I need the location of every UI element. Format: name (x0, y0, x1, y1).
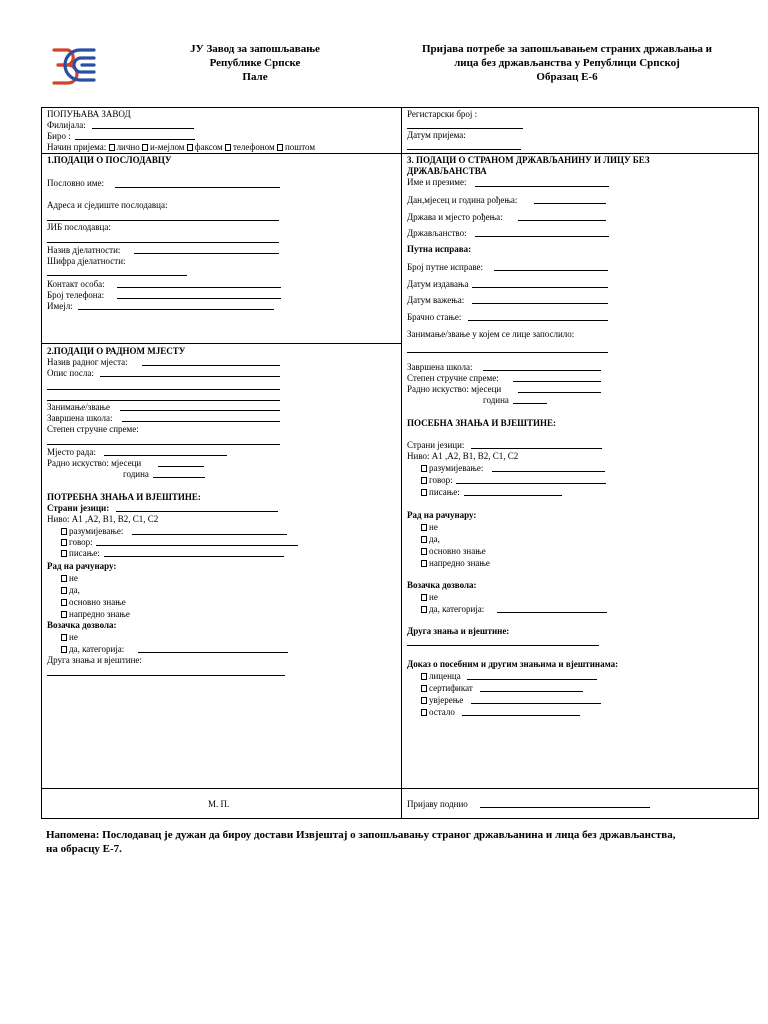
expiry-date-label: Датум важења: (407, 295, 465, 305)
checkbox-speaking[interactable] (61, 539, 67, 546)
birth-date-field[interactable] (534, 203, 606, 204)
foreign-writing-label: писање: (429, 487, 460, 497)
checkbox-foreign-driving-yes[interactable] (421, 606, 427, 613)
other-proof-label: остало (429, 707, 455, 717)
checkbox-email[interactable] (142, 144, 148, 151)
foreign-computer-yes-label: да, (429, 534, 440, 544)
foreign-computer-no-row (421, 522, 438, 533)
languages-label: Страни језици: (47, 503, 110, 513)
foreign-speaking-row (421, 475, 453, 486)
foreign-computer-yes-row (421, 534, 440, 545)
column-divider (401, 107, 402, 819)
checkbox-license[interactable] (421, 673, 427, 680)
proof-certificate-row (421, 683, 473, 694)
job-title-label: Назив радног мјеста: (47, 357, 128, 367)
qualification-field[interactable] (47, 444, 280, 445)
foreign-experience-months-field[interactable] (518, 392, 601, 393)
foreign-computer-basic-label: основно знање (429, 546, 486, 556)
activity-code-field[interactable] (47, 275, 187, 276)
computer-no-label: не (69, 573, 78, 583)
workplace-label: Мјесто рада: (47, 447, 96, 457)
foreign-qualification-label: Степен стручне спреме: (407, 373, 499, 383)
computer-advanced-label: напредно знање (69, 609, 130, 619)
driving-no-label: не (69, 632, 78, 642)
writing-row (61, 548, 100, 559)
submitted-by-field[interactable] (480, 807, 650, 808)
certificate-field[interactable] (480, 691, 583, 692)
computer-advanced-row (61, 609, 130, 620)
receipt-date-field[interactable] (407, 149, 521, 150)
section3-title: 3. ПОДАЦИ О СТРАНОМ ДРЖАВЉАНИНУ И ЛИЦУ БЕЗ (407, 155, 650, 165)
org-name: ЈУ Завод за запошљавање (190, 43, 320, 55)
passport-number-label: Број путне исправе: (407, 262, 484, 272)
foreign-computer-advanced-row (421, 558, 490, 569)
experience-months-label: Радно искуство: мјесеци (47, 458, 142, 468)
foreign-understanding-label: разумијевање: (429, 463, 484, 473)
branch-field[interactable] (92, 128, 194, 129)
checkbox-driving-yes[interactable] (61, 646, 67, 653)
checkbox-certificate[interactable] (421, 685, 427, 692)
foreign-qualification-field[interactable] (513, 381, 601, 382)
foreign-understanding-row (421, 463, 483, 474)
receipt-date-label: Датум пријема: (407, 130, 466, 140)
travel-document-title: Путна исправа: (407, 244, 472, 254)
language-levels: Ниво: А1 ,А2, В1, В2, С1, С2 (47, 514, 159, 524)
computer-yes-row (61, 585, 80, 596)
passport-number-field[interactable] (494, 270, 608, 271)
foreign-driving-yes-row (421, 604, 484, 615)
address-label: Адреса и сједиште послодавца: (47, 200, 168, 210)
computer-basic-row (61, 597, 126, 608)
opt-email-label: и-мејлом (149, 142, 185, 152)
employed-occupation-label: Занимање/звање у којем се лице запослило: (407, 329, 575, 339)
qualification-label: Степен стручне спреме: (47, 424, 139, 434)
jib-label: ЈИБ послодавца: (47, 222, 111, 232)
contact-label: Контакт особа: (47, 279, 105, 289)
footnote: Напомена: Послодавац је дужан да бироу достави Извјештај о запошљавању страног држављанина и лица без држављанства, на обрасцу Е-7. (46, 829, 676, 855)
checkbox-driving-no[interactable] (61, 634, 67, 641)
foreign-language-levels: Ниво: А1 ,А2, В1, В2, С1, С2 (407, 451, 519, 461)
special-skills-title: ПОСЕБНА ЗНАЊА И ВЈЕШТИНЕ: (407, 418, 556, 428)
speaking-row (61, 537, 93, 548)
foreign-other-skills-label: Друга знања и вјештине: (407, 626, 510, 636)
understanding-field[interactable] (132, 534, 287, 535)
agency-logo (48, 44, 100, 86)
contact-field[interactable] (117, 287, 281, 288)
attestation-label: увјерење (429, 695, 464, 705)
business-name-label: Пословно име: (47, 178, 105, 188)
bureau-field[interactable] (75, 139, 195, 140)
opt-phone-label: телефоном (233, 142, 275, 152)
computer-yes-label: да, (69, 585, 80, 595)
foreign-experience-years-field[interactable] (513, 403, 547, 404)
computer-no-row (61, 573, 78, 584)
row-divider-top-right (401, 153, 759, 154)
foreign-speaking-field[interactable] (456, 483, 606, 484)
proof-label: Доказ о посебним и другим знањима и вјештинама: (407, 659, 619, 669)
registration-number-label: Регистарски број : (407, 109, 478, 119)
section1-title: 1.ПОДАЦИ О ПОСЛОДАВЦУ (47, 155, 172, 165)
foreign-experience-years-label: година (483, 395, 509, 405)
understanding-row (61, 526, 123, 537)
branch-label: Филијала: (47, 120, 86, 130)
org-header (160, 42, 350, 84)
checkbox-foreign-computer-no[interactable] (421, 524, 427, 531)
opt-fax-label: факсом (194, 142, 223, 152)
attestation-field[interactable] (471, 703, 601, 704)
address-field[interactable] (47, 220, 279, 221)
activity-code-label: Шифра дјелатности: (47, 256, 126, 266)
checkbox-computer-no[interactable] (61, 575, 67, 582)
job-description-label: Опис посла: (47, 368, 94, 378)
row-divider-section2 (41, 343, 401, 344)
driving-category-label: да, категорија: (69, 644, 125, 654)
org-region: Републике Српске (209, 57, 301, 69)
receipt-method (47, 142, 315, 153)
checkbox-other-proof[interactable] (421, 709, 427, 716)
proof-license-row (421, 671, 461, 682)
email-label: Имејл: (47, 301, 73, 311)
form-table (41, 107, 759, 819)
jib-field[interactable] (47, 242, 279, 243)
license-field[interactable] (467, 679, 597, 680)
issue-date-field[interactable] (472, 287, 608, 288)
experience-years-field[interactable] (153, 477, 205, 478)
full-name-field[interactable] (475, 186, 609, 187)
issue-date-label: Датум издавања (407, 279, 469, 289)
foreign-writing-row (421, 487, 460, 498)
opt-in-person-label: лично (116, 142, 140, 152)
experience-years-label: година (123, 469, 149, 479)
row-divider-top-left (41, 153, 401, 154)
job-description-field-1[interactable] (100, 376, 280, 377)
checkbox-writing[interactable] (61, 550, 67, 557)
driving-yes-row (61, 644, 124, 655)
foreign-computer-label: Рад на рачунару: (407, 510, 477, 520)
foreign-computer-advanced-label: напредно знање (429, 558, 490, 568)
foreign-computer-no-label: не (429, 522, 438, 532)
driving-category-field[interactable] (138, 652, 288, 653)
checkbox-foreign-writing[interactable] (421, 489, 427, 496)
other-proof-field[interactable] (462, 715, 580, 716)
form-title-line1: Пријава потребе за запошљавањем страних држављања и (421, 43, 713, 55)
foreign-school-field[interactable] (483, 370, 601, 371)
opt-post-label: поштом (284, 142, 316, 152)
employed-occupation-field[interactable] (407, 352, 608, 353)
phone-label: Број телефона: (47, 290, 105, 300)
school-field[interactable] (122, 421, 280, 422)
school-label: Завршена школа: (47, 413, 113, 423)
bureau-label: Биро : (47, 131, 71, 141)
checkbox-computer-yes[interactable] (61, 587, 67, 594)
foreign-languages-label: Страни језици: (407, 440, 465, 450)
speaking-field[interactable] (96, 545, 298, 546)
checkbox-fax[interactable] (187, 144, 193, 151)
driving-license-label: Возачка дозвола: (47, 620, 117, 630)
marital-status-label: Брачно стање: (407, 312, 462, 322)
driving-no-row (61, 632, 78, 643)
speaking-label: говор: (69, 537, 93, 547)
stamp-placeholder: М. П. (208, 799, 230, 809)
registration-number-field[interactable] (407, 128, 523, 129)
foreign-driving-category-label: да, категорија: (429, 604, 485, 614)
foreign-languages-field[interactable] (471, 448, 602, 449)
computer-skills-label: Рад на рачунару: (47, 561, 117, 571)
job-description-field-3[interactable] (47, 400, 280, 401)
foreign-other-skills-field[interactable] (407, 645, 599, 646)
activity-name-label: Назив дјелатности: (47, 245, 121, 255)
job-title-field[interactable] (142, 365, 280, 366)
computer-basic-label: основно знање (69, 597, 126, 607)
marital-status-field[interactable] (468, 320, 608, 321)
form-title (392, 42, 742, 84)
foreign-driving-no-label: не (429, 592, 438, 602)
birth-date-label: Дан,мјесец и година рођења: (407, 195, 518, 205)
checkbox-foreign-driving-no[interactable] (421, 594, 427, 601)
foreign-computer-basic-row (421, 546, 486, 557)
checkbox-foreign-understanding[interactable] (421, 465, 427, 472)
checkbox-computer-basic[interactable] (61, 599, 67, 606)
email-field[interactable] (78, 309, 274, 310)
occupation-field[interactable] (120, 410, 280, 411)
checkbox-understanding[interactable] (61, 528, 67, 535)
submitted-by-label: Пријаву поднио (407, 799, 468, 809)
foreign-driving-no-row (421, 592, 438, 603)
writing-label: писање: (69, 548, 100, 558)
activity-name-field[interactable] (134, 253, 279, 254)
full-name-label: Име и презиме: (407, 177, 467, 187)
birth-place-field[interactable] (518, 220, 606, 221)
foreign-driving-category-field[interactable] (497, 612, 607, 613)
languages-field[interactable] (116, 511, 278, 512)
checkbox-attestation[interactable] (421, 697, 427, 704)
foreign-speaking-label: говор: (429, 475, 453, 485)
row-divider-footer (41, 788, 759, 789)
checkbox-phone[interactable] (225, 144, 231, 151)
section2-title: 2.ПОДАЦИ О РАДНОМ МЈЕСТУ (47, 346, 186, 356)
expiry-date-field[interactable] (472, 303, 608, 304)
foreign-experience-months-label: Радно искуство: мјесеци (407, 384, 502, 394)
foreign-understanding-field[interactable] (492, 471, 605, 472)
other-skills-field[interactable] (47, 675, 285, 676)
writing-field[interactable] (104, 556, 284, 557)
section3-title-cont: ДРЖАВЉАНСТВА (407, 166, 487, 176)
phone-field[interactable] (117, 298, 281, 299)
birth-place-label: Држава и мјесто рођења: (407, 212, 503, 222)
understanding-label: разумијевање: (69, 526, 124, 536)
proof-attestation-row (421, 695, 463, 706)
experience-months-field[interactable] (158, 466, 204, 467)
checkbox-in-person[interactable] (109, 144, 115, 151)
form-code: Образац Е-6 (536, 71, 598, 83)
office-use-title: ПОПУЊАВА ЗАВОД (47, 109, 131, 119)
checkbox-foreign-speaking[interactable] (421, 477, 427, 484)
checkbox-foreign-computer-yes[interactable] (421, 536, 427, 543)
checkbox-computer-advanced[interactable] (61, 611, 67, 618)
checkbox-foreign-computer-advanced[interactable] (421, 560, 427, 567)
checkbox-post[interactable] (277, 144, 283, 151)
occupation-label: Занимање/звање (47, 402, 110, 412)
certificate-label: сертификат (429, 683, 473, 693)
business-name-field[interactable] (115, 187, 280, 188)
foreign-writing-field[interactable] (464, 495, 562, 496)
form-title-line2: лица без држављанства у Републици Српској (454, 57, 680, 69)
foreign-school-label: Завршена школа: (407, 362, 473, 372)
receipt-method-label: Начин пријема: (47, 142, 107, 152)
org-city: Пале (242, 71, 268, 83)
other-skills-label: Друга знања и вјештине: (47, 655, 142, 665)
checkbox-foreign-computer-basic[interactable] (421, 548, 427, 555)
citizenship-field[interactable] (475, 236, 609, 237)
foreign-driving-label: Возачка дозвола: (407, 580, 477, 590)
workplace-field[interactable] (104, 455, 227, 456)
job-description-field-2[interactable] (47, 389, 280, 390)
proof-other-row (421, 707, 455, 718)
required-skills-title: ПОТРЕБНА ЗНАЊА И ВЈЕШТИНЕ: (47, 492, 201, 502)
license-label: лиценца (429, 671, 461, 681)
citizenship-label: Држављанство: (407, 228, 467, 238)
